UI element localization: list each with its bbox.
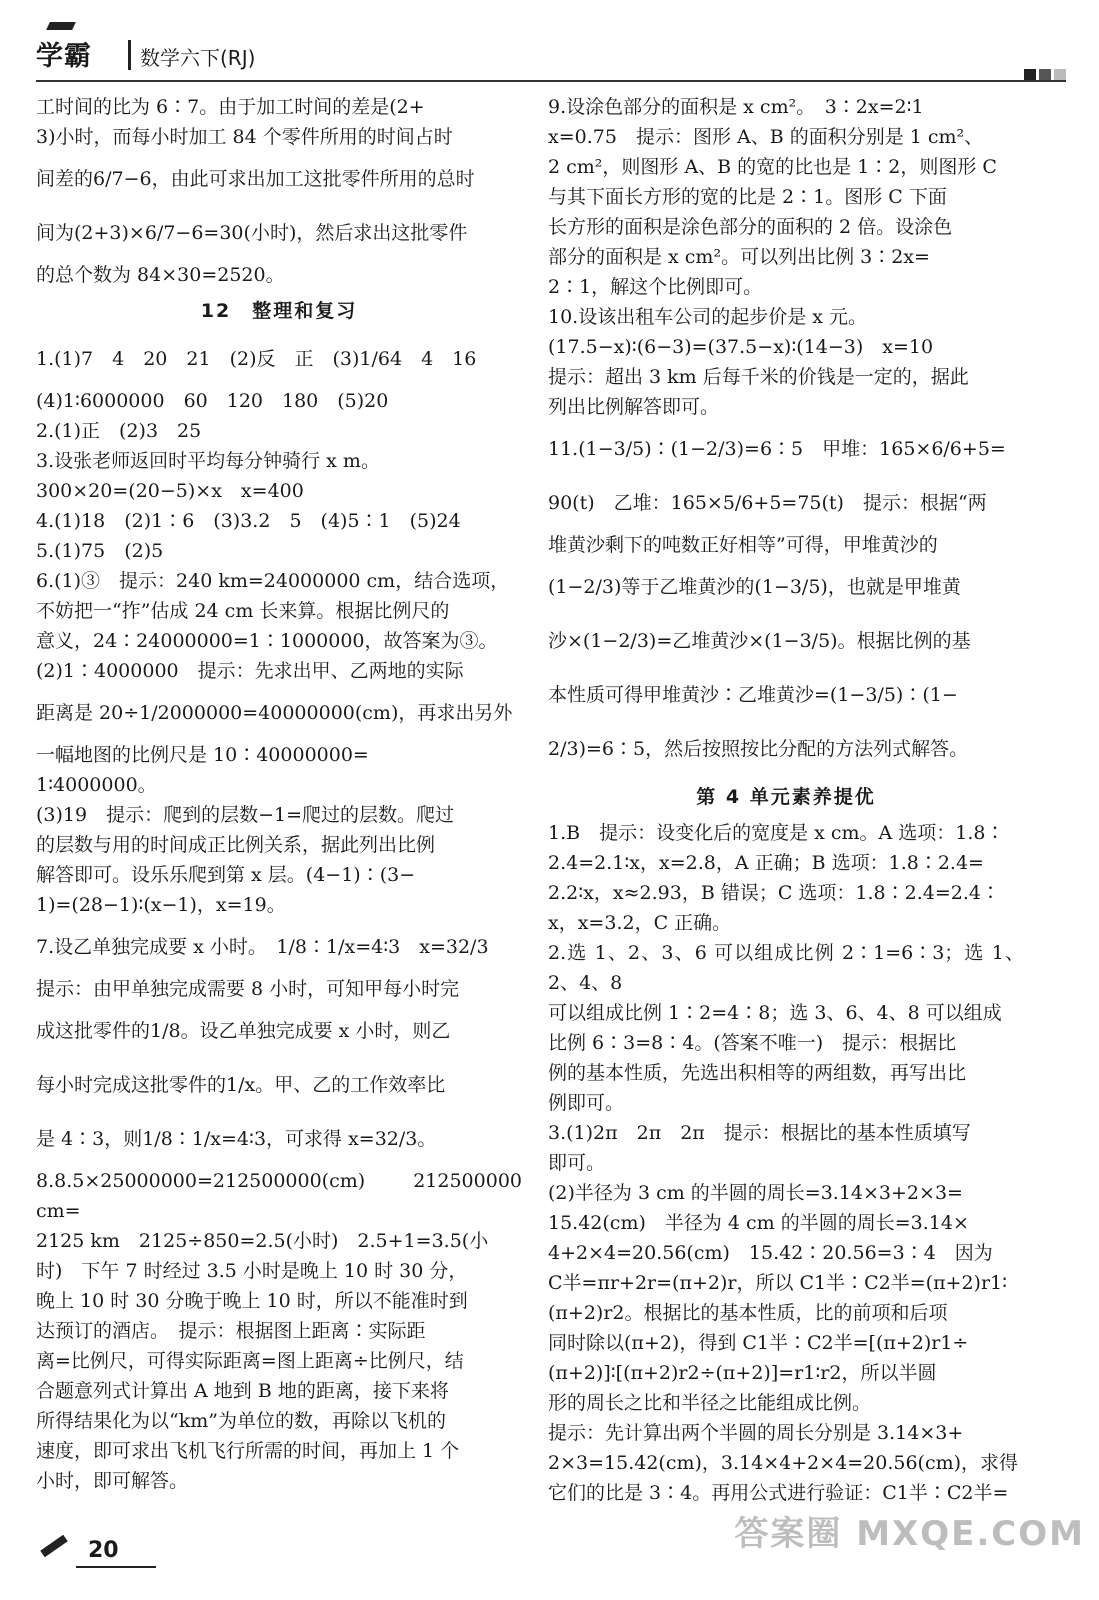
text-line: 列出比例解答即可。 — [548, 396, 720, 418]
text-line: 2.2∶x，x≈2.93，B 错误；C 选项：1.8∶2.4=2.4∶ — [548, 882, 1000, 904]
text-line: 不妨把一“拃”估成 24 cm 长来算。根据比例尺的 — [36, 600, 450, 622]
answer-item: 9.设涂色部分的面积是 x cm²。 3∶2x=2∶1 — [548, 96, 924, 118]
brand-logo: 学霸 — [36, 41, 92, 72]
text-line: 时) 下午 7 时经过 3.5 小时是晚上 10 时 30 分， — [36, 1260, 468, 1282]
text-line: 成这批零件的1/8。设乙单独完成要 x 小时，则乙 — [36, 1020, 451, 1042]
answer-item: 3.(1)2π 2π 2π 提示：根据比的基本性质填写 — [548, 1122, 971, 1144]
text-line: 3)小时，而每小时加工 84 个零件所用的时间占时 — [36, 126, 453, 148]
header-separator — [128, 40, 131, 70]
header-squares — [1021, 66, 1066, 85]
answer-item: 2.选 1、2、3、6 可以组成比例 2∶1=6∶3；选 1、2、4、8 — [548, 942, 1024, 994]
text-line: (17.5−x)∶(6−3)=(37.5−x)∶(14−3) x=10 — [548, 336, 934, 358]
text-line: 小时，即可解答。 — [36, 1470, 189, 1492]
text-line: x，x=3.2，C 正确。 — [548, 912, 732, 934]
text-line: 1)=(28−1)∶(x−1)，x=19。 — [36, 894, 286, 916]
answer-item: 6.(1)③ 提示：240 km=24000000 cm，结合选项， — [36, 570, 510, 592]
section-title: 12 整理和复习 — [200, 300, 358, 322]
text-line: 2×3=15.42(cm)，3.14×4+2×4=20.56(cm)，求得 — [548, 1452, 1019, 1474]
text-line: (3)19 提示：爬到的层数−1=爬过的层数。爬过 — [36, 804, 455, 826]
text-line: (2)1∶4000000 提示：先求出甲、乙两地的实际 — [36, 660, 464, 682]
text-line: 2∶1，解这个比例即可。 — [548, 276, 763, 298]
text-line: 15.42(cm) 半径为 4 cm 的半圆的周长=3.14× — [548, 1212, 969, 1234]
answer-item: 3.设张老师返回时平均每分钟骑行 x m。 — [36, 450, 380, 472]
text-line: 提示：超出 3 km 后每千米的价钱是一定的，据此 — [548, 366, 969, 388]
text-line: 长方形的面积是涂色部分的面积的 2 倍。设涂色 — [548, 216, 953, 238]
text-line: 距离是 20÷1/2000000=40000000(cm)，再求出另外 — [36, 702, 513, 724]
answer-item: 7.设乙单独完成要 x 小时。 1/8∶1/x=4∶3 x=32/3 — [36, 936, 489, 958]
answer-item: 2.(1)正 (2)3 25 — [36, 420, 202, 442]
graduation-cap-icon — [46, 22, 76, 30]
footer-rule — [76, 1566, 156, 1568]
text-line: 的总个数为 84×30=2520。 — [36, 264, 285, 286]
text-line: 2125 km 2125÷850=2.5(小时) 2.5+1=3.5(小 — [36, 1230, 489, 1252]
section-title: 第 4 单元素养提优 — [696, 786, 876, 808]
text-line: 4+2×4=20.56(cm) 15.42∶20.56=3∶4 因为 — [548, 1242, 993, 1264]
text-line: 达预订的酒店。 提示：根据图上距离∶实际距 — [36, 1320, 426, 1342]
text-line: 的层数与用的时间成正比例关系，据此列出比例 — [36, 834, 436, 856]
answer-item: 5.(1)75 (2)5 — [36, 540, 164, 562]
text-line: 解答即可。设乐乐爬到第 x 层。(4−1)∶(3− — [36, 864, 416, 886]
answer-item: 4.(1)18 (2)1∶6 (3)3.2 5 (4)5∶1 (5)24 — [36, 510, 461, 532]
text-line: (1−2/3)等于乙堆黄沙的(1−3/5)，也就是甲堆黄 — [548, 576, 961, 598]
text-line: (4)1∶6000000 60 120 180 (5)20 — [36, 390, 389, 412]
page-number: 20 — [88, 1538, 119, 1563]
text-line: 速度，即可求出飞机飞行所需的时间，再加上 1 个 — [36, 1440, 460, 1462]
text-line: 例即可。 — [548, 1092, 625, 1114]
page-header — [36, 30, 1066, 82]
text-line: 2.4=2.1∶x，x=2.8，A 正确；B 选项：1.8∶2.4= — [548, 852, 984, 874]
text-line: 同时除以(π+2)，得到 C1半∶C2半=[(π+2)r1÷ — [548, 1332, 969, 1354]
text-line: (2)半径为 3 cm 的半圆的周长=3.14×3+2×3= — [548, 1182, 963, 1204]
answer-item: 1.B 提示：设变化后的宽度是 x cm。A 选项：1.8∶ — [548, 822, 1005, 844]
text-line: (π+2)r2。根据比的基本性质，比的前项和后项 — [548, 1302, 948, 1324]
text-line: 可以组成比例 1∶2=4∶8；选 3、6、4、8 可以组成 — [548, 1002, 1002, 1024]
text-line: 它们的比是 3∶4。再用公式进行验证：C1半∶C2半= — [548, 1482, 1009, 1504]
text-line: 所得结果化为以“km”为单位的数，再除以飞机的 — [36, 1410, 446, 1432]
text-line: 形的周长之比和半径之比能组成比例。 — [548, 1392, 872, 1414]
text-line: 工时间的比为 6∶7。由于加工时间的差是(2+ — [36, 96, 425, 118]
text-line: 例的基本性质，先选出积相等的两组数，再写出比 — [548, 1062, 967, 1084]
answer-item: 8.8.5×25000000=212500000(cm) 212500000 cm= — [36, 1170, 522, 1222]
text-line: 间为(2+3)×6/7−6=30(小时)，然后求出这批零件 — [36, 222, 468, 244]
right-column — [548, 92, 1024, 1508]
text-line: 提示：先计算出两个半圆的周长分别是 3.14×3+ — [548, 1422, 964, 1444]
text-line: 间差的6/7−6，由此可求出加工这批零件所用的总时 — [36, 168, 475, 190]
text-line: 即可。 — [548, 1152, 606, 1174]
text-line: 300×20=(20−5)×x x=400 — [36, 480, 304, 502]
text-line: (π+2)]∶[(π+2)r2÷(π+2)]=r1∶r2，所以半圆 — [548, 1362, 937, 1384]
text-line: 每小时完成这批零件的1/x。甲、乙的工作效率比 — [36, 1074, 446, 1096]
text-line: 90(t) 乙堆：165×5/6+5=75(t) 提示：根据“两 — [548, 492, 987, 514]
page-footer — [40, 1538, 150, 1568]
watermark-logo: 答案圈 MXQE.COM — [734, 1514, 1085, 1554]
header-rule — [36, 80, 1066, 82]
text-line: C半=πr+2r=(π+2)r，所以 C1半∶C2半=(π+2)r1∶ — [548, 1272, 1008, 1294]
left-column — [36, 92, 522, 1496]
answer-item: 1.(1)7 4 20 21 (2)反 正 (3)1/64 4 16 — [36, 348, 477, 370]
text-line: 1∶4000000。 — [36, 774, 157, 796]
text-line: 本性质可得甲堆黄沙∶乙堆黄沙=(1−3/5)∶(1− — [548, 684, 958, 706]
text-line: 沙×(1−2/3)=乙堆黄沙×(1−3/5)。根据比例的基 — [548, 630, 971, 652]
text-line: 意义，24∶24000000=1∶1000000，故答案为③。 — [36, 630, 498, 652]
text-line: 离=比例尺，可得实际距离=图上距离÷比例尺，结 — [36, 1350, 464, 1372]
text-line: 合题意列式计算出 A 地到 B 地的距离，接下来将 — [36, 1380, 449, 1402]
text-line: 晚上 10 时 30 分晚于晚上 10 时，所以不能准时到 — [36, 1290, 468, 1312]
text-line: 部分的面积是 x cm²。可以列出比例 3∶2x= — [548, 246, 930, 268]
text-line: 堆黄沙剩下的吨数正好相等”可得，甲堆黄沙的 — [548, 534, 938, 556]
text-line: 一幅地图的比例尺是 10∶40000000= — [36, 744, 369, 766]
book-title: 数学六下(RJ) — [140, 46, 256, 70]
text-line: 是 4∶3，则1/8∶1/x=4∶3，可求得 x=32/3。 — [36, 1128, 437, 1150]
text-line: 提示：由甲单独完成需要 8 小时，可知甲每小时完 — [36, 978, 460, 1000]
answer-item: 11.(1−3/5)∶(1−2/3)=6∶5 甲堆：165×6/6+5= — [548, 438, 1006, 460]
text-line: 2/3)=6∶5，然后按照按比分配的方法列式解答。 — [548, 738, 969, 760]
text-line: 2 cm²，则图形 A、B 的宽的比也是 1∶2，则图形 C — [548, 156, 997, 178]
pencil-icon — [40, 1535, 68, 1558]
text-line: 与其下面长方形的宽的比是 2∶1。图形 C 下面 — [548, 186, 947, 208]
answer-item: 10.设该出租车公司的起步价是 x 元。 — [548, 306, 868, 328]
text-line: x=0.75 提示：图形 A、B 的面积分别是 1 cm²、 — [548, 126, 984, 148]
text-line: 比例 6∶3=8∶4。(答案不唯一) 提示：根据比 — [548, 1032, 957, 1054]
